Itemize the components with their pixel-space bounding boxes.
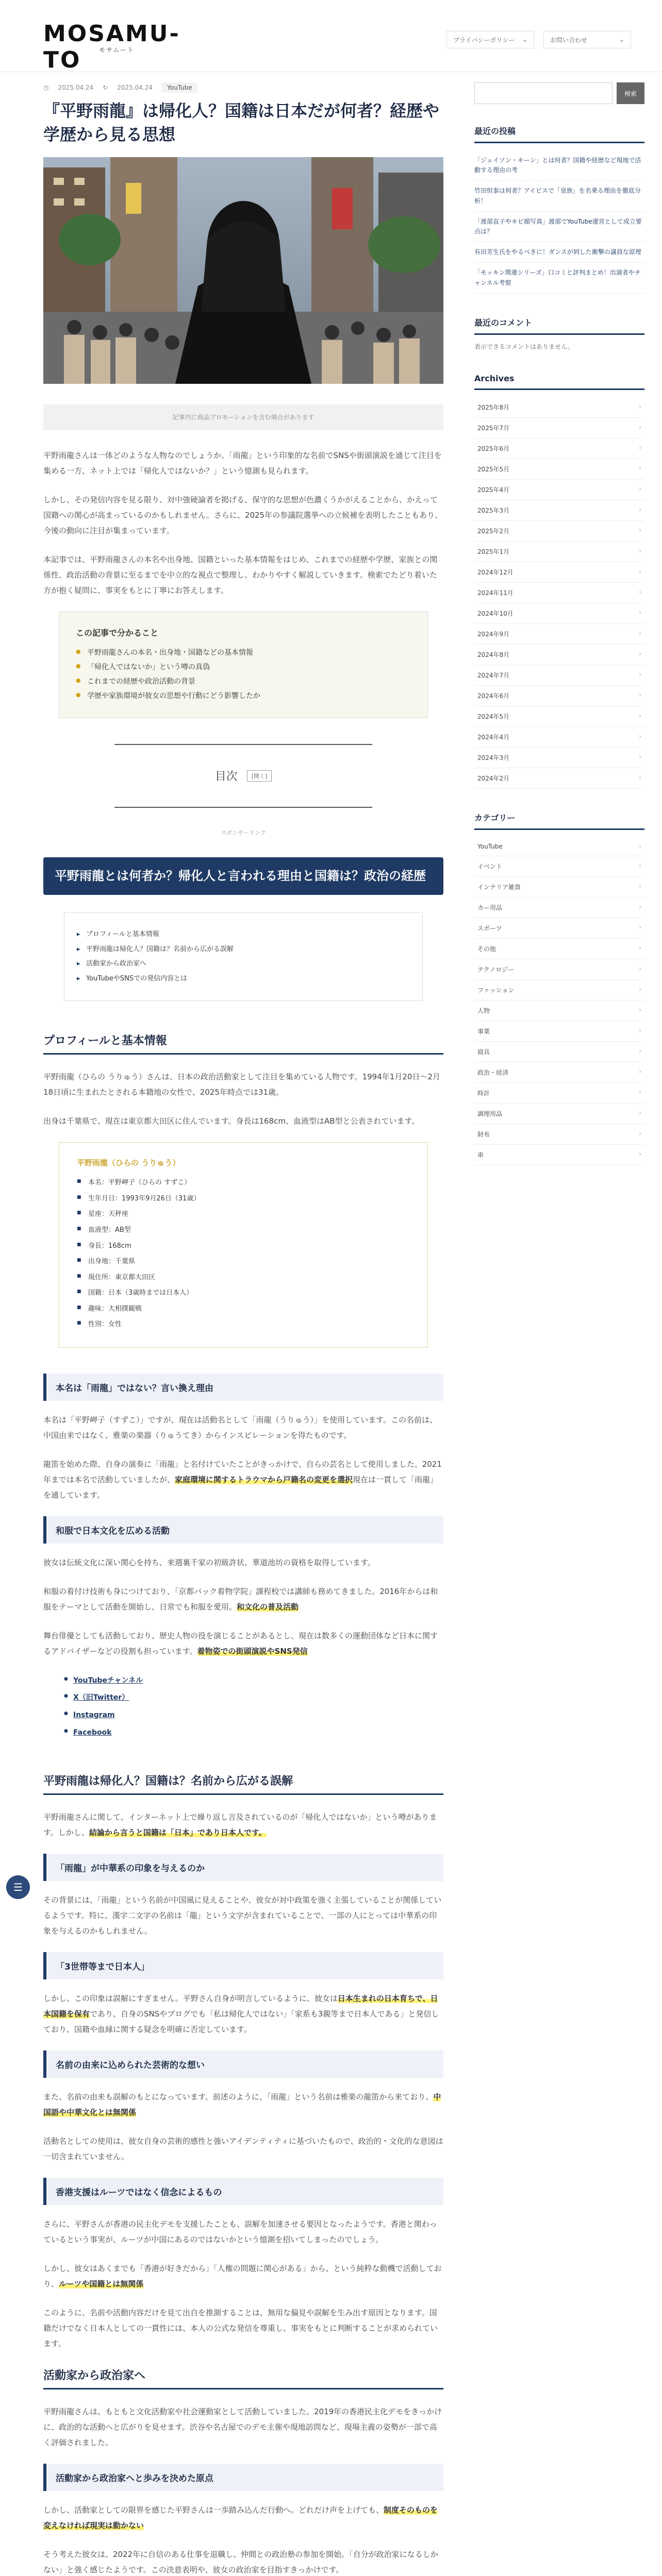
archive-item[interactable] [474,521,644,541]
recent-posts-title: 最近の投稿 [474,125,644,143]
name-meaning-text: また、名前の由来も誤解のもとになっています。前述のように、「雨龍」という名前は雅楽の龍笛から来ており、 [43,2092,434,2102]
archive-label: 2024年6月 [477,692,510,700]
archives-widget [474,374,644,789]
chevron-right-icon: › [639,923,641,931]
name-meaning-paragraph-1 [43,2089,443,2120]
table-of-contents [114,744,372,808]
chevron-right-icon: › [639,588,641,596]
summary-item: ● 学歴や家族環境が彼女の思想や行動にどう影響したか [76,689,411,703]
highlight-text: ルーツや国籍とは無関係 [59,2279,144,2289]
turn-paragraph-2: そう考えた彼女は、2022年に自信のある仕事を退職し、仲間との政治塾の参加を開始。「自分が政治家になるしかない」と強く感じたようです。この決意表明や、彼女の政治家を目指すきっかけです。 [43,2550,438,2575]
hero-image [43,157,443,384]
archive-label: 2024年9月 [477,630,510,638]
real-name-paragraph-1: 本名は「平野岬子（すずこ）」ですが、現在は活動名として「雨龍（うりゅう）」を使用しています。この名前は、中国由来ではなく、雅楽の楽器（りゅうてき）からインスピレーションを得たものです。 [43,1415,437,1440]
post-category-badge[interactable]: YouTube [162,82,197,93]
archive-label: 2025年3月 [477,506,510,514]
archives-title: Archives [474,374,644,390]
recent-post-link[interactable]: 「ジェイソン・キーン」とは何者？国籍や経歴など現地で活動する理由の考 [474,150,644,181]
heading-profile: プロフィールと基本情報 [43,1032,443,1055]
chevron-right-icon: › [639,608,641,616]
category-label: 時計 [477,1089,490,1097]
post-date: 2025.04.24 [58,84,94,91]
category-item[interactable] [474,877,644,897]
kimono-text-2: 舞台俳優としても活動しており、歴史人物の役を演じることがあるとし、現在は数多くの運動団体など日本に関するアドバイザーなどの役割も担っています。 [43,1631,438,1656]
category-item[interactable] [474,980,644,1001]
category-label: スポーツ [477,924,502,932]
category-item[interactable] [474,1145,644,1165]
hk-text: しかし、彼女はあくまでも「香港が好きだから」「人権の問題に関心がある」から、という純粋な動機で活動しており、 [43,2264,442,2289]
third-gen-text-2: であり、自身のSNSやブログでも「私は帰化人ではない」「家系も3親等まで日本人である」と発信しており、国籍や血縁に関する疑念を明確に否定しています。 [43,2009,439,2035]
category-item[interactable] [474,959,644,980]
category-label: ファッション [477,986,515,994]
x-link[interactable]: X（旧Twitter） [73,1693,129,1702]
intro-paragraph-3: 本記事では、平野雨龍さんの本名や出身地、国籍といった基本情報をはじめ、これまでの経歴や学歴、家族との関係性、政治活動の背景に至るまでを中立的な視点で整理し、わかりやすく解説していきます。検索でたどり着いた方が抱く疑問に、事実をもとに丁寧にお答えします。 [43,554,438,595]
archive-label: 2024年3月 [477,754,510,761]
archive-label: 2025年6月 [477,445,510,452]
category-label: YouTube [477,842,503,850]
archive-label: 2024年5月 [477,713,510,720]
category-item[interactable] [474,1001,644,1021]
chevron-right-icon: › [639,691,641,699]
profile-paragraph-1: 平野雨龍（ひらの うりゅう）さんは、日本の政治活動家として注目を集めている人物です。1994年1月20日〜2月18日頃に生まれたとされる本籍地の女性で、2025年時点では31歳。 [43,1072,440,1097]
post-title: 『平野雨龍』は帰化人？国籍は日本だが何者？経歴や学歴から見る思想 [43,101,440,145]
heading-turn: 活動家から政治家へと歩みを決めた原点 [43,2464,443,2491]
category-item[interactable] [474,1042,644,1062]
category-label: イベント [477,862,503,870]
chevron-right-icon: › [639,732,641,740]
profile-item: ■ 身長：168cm [77,1239,410,1255]
real-name-text-2: 現在は一貫して「雨龍」を通しています。 [43,1475,438,1500]
turn-text: しかし、活動家としての限界を感じた平野さんは一歩踏み込んだ行動へ。どれだけ声を上げても、 [43,2505,384,2515]
category-label: 人物 [477,1007,490,1014]
heading-third-gen: 「3世帯等まで日本人」 [43,1952,443,1979]
heading-politics: 活動家から政治家へ [43,2367,443,2389]
social-link-item [64,1672,423,1690]
category-label: 事業 [477,1027,490,1035]
chevron-right-icon: › [639,753,641,760]
chevron-right-icon: › [639,1088,641,1096]
chevron-down-icon: ⌄ [619,36,624,43]
summary-title: この記事で分かること [76,628,159,638]
archive-item[interactable] [474,645,644,665]
section-toc-item[interactable]: ▸ プロフィールと基本情報 [77,927,410,942]
category-label: その他 [477,945,496,953]
header-nav [446,31,631,48]
chevron-right-icon: › [639,567,641,575]
category-label: 政治・経済 [477,1069,509,1076]
recent-comments-widget [474,316,644,351]
archive-item[interactable] [474,438,644,459]
recent-post-link[interactable]: 「渡部直子やキビ顔写真」渡部でYouTube運営として成立要点は？ [474,212,644,242]
archive-label: 2025年5月 [477,465,510,473]
name-meaning-paragraph-2: 活動名としての使用は、彼女自身の芸術的感性と強いアイデンティティに基づいたもので、政治的・文化的な意図は一切含まれていません。 [43,2137,443,2162]
chevron-right-icon: › [639,964,641,972]
archive-label: 2024年12月 [477,568,514,576]
heading-kimono: 和服で日本文化を広める活動 [43,1516,443,1544]
chevron-right-icon: › [639,1006,641,1013]
site-logo[interactable] [43,21,183,73]
section-toc-item[interactable]: ▸ 活動家から政治家へ [77,957,410,972]
nav-contact[interactable] [543,31,631,48]
profile-item: ■ 性別：女性 [77,1317,410,1333]
naturalized-paragraph [43,1809,443,1840]
heading-naturalized: 平野雨龍は帰化人？国籍は？名前から広がる誤解 [43,1772,443,1795]
section-toc-item[interactable]: ▸ YouTubeやSNSでの発信内容とは [77,972,410,987]
category-item[interactable] [474,1104,644,1124]
profile-item: ■ 現住所：東京都大田区 [77,1270,410,1286]
instagram-link[interactable]: Instagram [73,1711,115,1719]
menu-fab-button[interactable] [6,1875,30,1899]
ad-disclosure: 記事内に商品プロモーションを含む場合があります [43,404,443,430]
categories-widget [474,811,644,1165]
summary-item: ● これまでの経歴や政治活動の背景 [76,674,411,689]
hk-paragraph-1: さらに、平野さんが香港の民主化デモを支援したことも、誤解を加速させる要因となったようです。香港と関わっているという事実が、ルーツが中国にあるのではないかという憶測を招いてしまったのでしょう。 [43,2219,437,2245]
chevron-right-icon: › [639,505,641,513]
category-item[interactable] [474,1021,644,1042]
category-label: インテリア雑貨 [477,883,521,891]
real-name-text: 龍笛を始めた際、自身の演奏に「雨龍」と名付けていたことがきっかけで、自らの芸名として使用しました。2021年までは本名で活動していましたが、 [43,1459,442,1484]
archive-item[interactable] [474,541,644,562]
profile-box-title: 平野雨龍（ひらの うりゅう） [77,1158,180,1168]
profile-paragraph-2: 出身は千葉県で、現在は東京都大田区に住んでいます。身長は168cm、血液型はAB型と公表されています。 [43,1116,420,1126]
archive-item[interactable] [474,562,644,583]
archive-label: 2025年7月 [477,424,510,432]
heading-real-name: 本名は「雨龍」ではない？言い換え理由 [43,1374,443,1401]
recent-posts-widget [474,125,644,294]
archive-item[interactable] [474,665,644,686]
archive-label: 2025年1月 [477,548,510,555]
archive-label: 2024年11月 [477,589,514,597]
politics-paragraph: 平野雨龍さんは、もともと文化活動家や社会運動家として活動していました。2019年の香港民主化デモをきっかけに、政治的な活動へと広がりを見せます。渋谷や名古屋でのデモ主催や現地訪問など、現場主義の姿勢が一部で高く評価されました。 [43,2407,442,2448]
archive-label: 2025年4月 [477,486,510,494]
chevron-right-icon: › [639,547,641,554]
chevron-right-icon: › [639,1047,641,1055]
menu-icon: ☰ [13,1881,23,1893]
summary-item: ● 平野雨龍さんの本名・出身地・国籍などの基本情報 [76,646,411,660]
kimono-paragraph-2 [43,1584,443,1615]
chevron-down-icon: ⌄ [522,36,527,43]
summary-box [59,612,428,718]
archive-item[interactable] [474,603,644,624]
heading-hk: 香港支援はルーツではなく信念によるもの [43,2178,443,2205]
post-meta [43,82,443,93]
third-gen-text: しかし、この印象は誤解にすぎません。平野さん自身が明言しているように、彼女は [43,1994,338,2004]
profile-item: ■ 国籍：日本（3歳時までは日本人） [77,1285,410,1301]
nav-contact-label: お問い合わせ [550,36,588,44]
chevron-right-icon: › [639,650,641,657]
profile-item: ■ 星座：天秤座 [77,1207,410,1223]
chevron-right-icon: › [639,485,641,493]
sponsor-label: スポンサーリンク [221,829,266,836]
social-links [64,1672,423,1741]
archive-label: 2024年8月 [477,651,510,658]
site-header [0,0,662,72]
chevron-right-icon: › [639,1067,641,1075]
search-form [474,82,644,104]
archive-item[interactable] [474,583,644,603]
intro-paragraph-2: しかし、その発信内容を見る限り、対中強硬論者を掲げる、保守的な思想が色濃くうかがえることから、かえって国籍への関心が高まっているのかもしれません。さらに、2025年の参議院選挙への立候補を表明したこともあり、今後の動向に注目が集まっています。 [43,495,443,535]
recent-post-link[interactable]: 有田芳生氏をやるべきに！ダンスが到した衝撃の議員な原理 [474,242,644,263]
chevron-right-icon: › [639,444,641,451]
highlight-text: 家庭環境に関するトラウマから戸籍名の変更を選択 [175,1475,353,1484]
chinese-name-paragraph: その背景には、「雨龍」という名前が中国風に見えることや、彼女が対中政策を強く主張していることが関係しているようです。特に、漢字二文字の名前は「龍」という文字が含まれていることで、一部の人にとっては中華系の印象を与えるのかもしれません。 [43,1895,442,1936]
chevron-right-icon: › [639,464,641,472]
facebook-link[interactable]: Facebook [73,1728,112,1737]
chevron-right-icon: › [639,711,641,719]
highlight-text: 着物姿での街頭演説やSNS発信 [197,1646,308,1656]
archive-item[interactable] [474,459,644,480]
refresh-icon: ↻ [103,84,108,91]
chevron-right-icon: › [639,773,641,781]
archives-list [474,397,644,789]
search-button[interactable]: 検索 [617,82,644,104]
highlight-text: 制度そのものを変えなければ現実は動かない [43,2505,438,2531]
kimono-text: 和服の着付け技術も身につけており、「京都バック着物学院」課程校では講師も務めてきました。2016年からは和服をテーマとして活動を開始し、日常でも和服を愛用。 [43,1586,438,1612]
archive-item[interactable] [474,706,644,727]
recent-post-link[interactable]: 「モッキン関連シリーズ」口コミと評判まとめ！出演者やチャンネル考察 [474,263,644,293]
chevron-right-icon: › [639,985,641,993]
heading-name-meaning: 名前の由来に込められた芸術的な想い [43,2050,443,2078]
highlight-text: 中国語や中華文化とは無関係 [43,2092,441,2117]
naturalized-text: 平野雨龍さんに関して、インターネット上で繰り返し言及されているのが「帰化人ではないか」という噂があります。しかし、 [43,1812,437,1838]
article-main [43,82,443,2576]
third-gen-paragraph [43,1991,443,2037]
chevron-right-icon: › [639,882,641,890]
logo-text: MOSAMU-TO [43,21,180,73]
category-label: カー用品 [477,904,503,911]
archive-label: 2024年7月 [477,671,510,679]
kimono-paragraph-3 [43,1628,443,1659]
chevron-right-icon: › [639,629,641,637]
archive-label: 2024年4月 [477,733,510,741]
heading-chinese-name: 「雨龍」が中華系の印象を与えるのか [43,1854,443,1881]
archive-item[interactable] [474,748,644,768]
profile-item: ■ 出身地：千葉県 [77,1254,410,1270]
toc-title: 目次 [214,770,238,784]
category-item[interactable] [474,837,644,856]
logo-subtext: モサムート [99,46,135,54]
section-toc-item[interactable]: ▸ 平野雨龍は帰化人？国籍は？名前から広がる誤解 [77,942,410,957]
recent-post-link[interactable]: 竹田恒泰は何者？アイビスで「皇族」を名乗る理由を徹底分析！ [474,181,644,211]
chevron-right-icon: › [639,1150,641,1158]
summary-item: ● 「帰化人ではないか」という噂の真偽 [76,660,411,674]
archive-item[interactable] [474,727,644,748]
chevron-right-icon: › [639,526,641,534]
toc-toggle-button[interactable]: [開く] [247,770,272,782]
profile-item: ■ 趣味：大相撲観戦 [77,1301,410,1317]
social-link-item [64,1707,423,1724]
chevron-right-icon: › [639,1026,641,1034]
highlight-text: 結論から言うと国籍は「日本」であり日本人です。 [89,1828,267,1838]
intro-paragraph-1: 平野雨龍さんは一体どのような人物なのでしょうか。「雨龍」という印象的な名前でSNSや街頭演説を通じて注目を集める一方、ネット上では「帰化人ではないか？」という憶測も見られます。 [43,450,442,476]
chevron-right-icon: › [639,1129,641,1137]
chevron-right-icon: › [639,903,641,910]
category-label: 財布 [477,1130,490,1138]
archive-label: 2024年2月 [477,774,510,782]
profile-item: ■ 生年月日：1993年9月26日（31歳） [77,1191,410,1207]
archive-item[interactable] [474,768,644,789]
profile-item: ■ 本名：平野岬子（ひらの すずこ） [77,1175,410,1191]
archive-item[interactable] [474,418,644,438]
post-updated: 2025.04.24 [117,84,153,91]
archive-label: 2025年8月 [477,403,510,411]
archive-label: 2024年10月 [477,609,514,617]
social-link-item [64,1689,423,1707]
categories-title: カテゴリー [474,811,644,830]
profile-box [59,1142,428,1347]
category-item[interactable] [474,918,644,939]
archive-label: 2025年2月 [477,527,510,535]
social-link-item [64,1724,423,1742]
chevron-right-icon: › [639,861,641,869]
hk-paragraph-3: このように、名前や活動内容だけを見て出自を推測することは、無用な偏見や誤解を生み出す原因となります。国籍だけでなく日本人としての一貫性には、本人の公式な発信を尊重し、事実をもとに判断することが求められています。 [43,2308,438,2349]
chevron-right-icon: › [639,402,641,410]
chevron-right-icon: › [639,423,641,431]
categories-list [474,837,644,1165]
chevron-right-icon: › [639,670,641,678]
kimono-paragraph-1: 彼女は伝統文化に深い関心を持ち、来週裏千家の初級許状、華道池坊の資格を取得しています。 [43,1557,375,1567]
hk-paragraph-2 [43,2261,443,2292]
real-name-paragraph-2 [43,1456,443,1503]
hero-photo-illustration [43,157,443,384]
archive-item[interactable] [474,686,644,706]
section-heading-main: 平野雨龍とは何者か？帰化人と言われる理由と国籍は？政治の経歴 [43,857,443,895]
category-label: 車 [477,1151,484,1159]
recent-comments-title: 最近のコメント [474,316,644,335]
category-item[interactable] [474,939,644,959]
archive-item[interactable] [474,624,644,645]
no-comments-text: 表示できるコメントはありません。 [474,343,574,350]
archive-item[interactable] [474,397,644,418]
category-item[interactable] [474,856,644,877]
archive-item[interactable] [474,480,644,500]
highlight-text: 日本生まれの日本育ちで、日本国籍を保有 [43,1994,438,2019]
category-item[interactable] [474,1062,644,1083]
section-toc [64,912,423,1001]
chevron-right-icon: › [639,1109,641,1116]
category-item[interactable] [474,897,644,918]
nav-privacy-label: プライバシーポリシー [453,36,515,44]
nav-privacy[interactable] [446,31,534,48]
clock-icon: ◷ [43,84,49,91]
category-label: テクノロジー [477,965,515,973]
category-item[interactable] [474,1124,644,1145]
category-item[interactable] [474,1083,644,1104]
chevron-right-icon: › [639,944,641,952]
category-label: 寝具 [477,1048,490,1056]
highlight-text: 和文化の普及活動 [237,1602,299,1612]
category-label: 調理用品 [477,1110,503,1117]
chevron-right-icon: › [639,842,641,850]
profile-item: ■ 血液型：AB型 [77,1223,410,1239]
search-input[interactable] [474,82,613,104]
turn-paragraph-1 [43,2502,443,2533]
archive-item[interactable] [474,500,644,521]
sidebar [474,82,644,1188]
youtube-link[interactable]: YouTubeチャンネル [73,1676,143,1685]
